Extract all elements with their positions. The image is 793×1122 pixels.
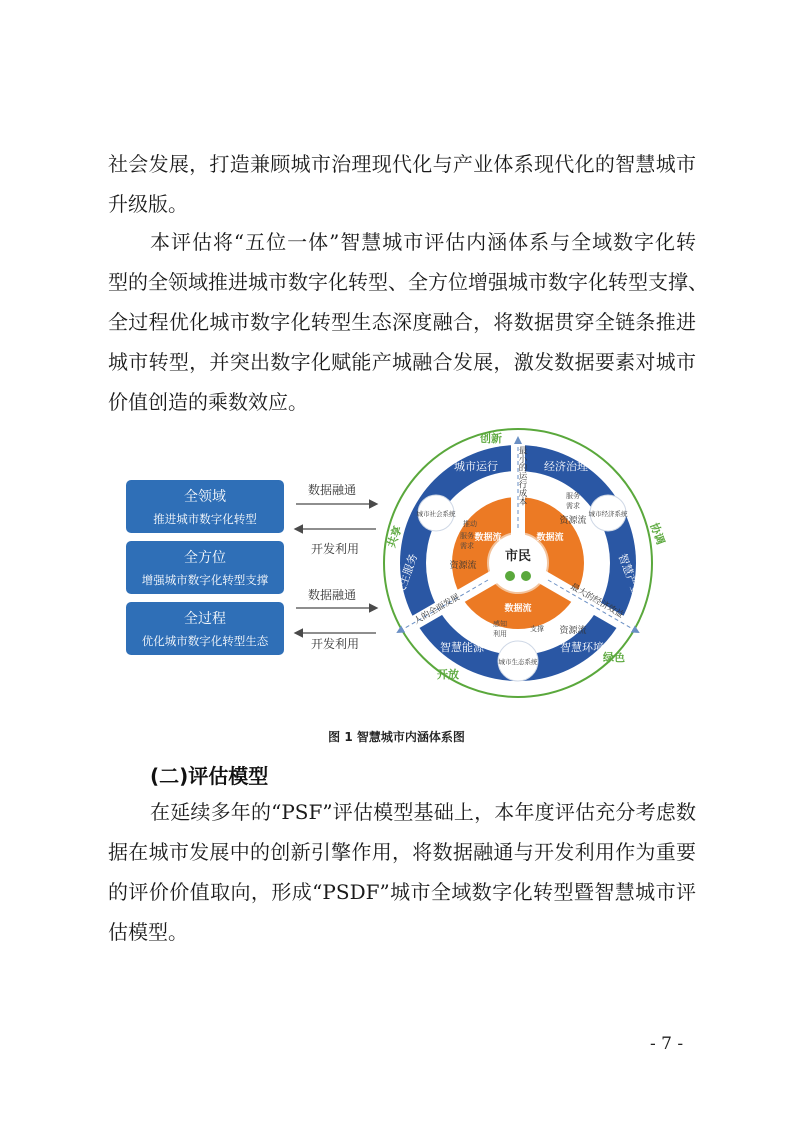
- text-line: 城市转型，并突出数字化赋能产城融合发展，激发数据要素对城市: [108, 350, 696, 374]
- outer-label-open: 开放: [437, 668, 459, 681]
- paragraph-2: [108, 222, 708, 422]
- resource-flow-label: 资源流: [559, 626, 587, 636]
- smart-city-diagram: [118, 428, 678, 703]
- small-label: 支撑: [530, 625, 544, 633]
- arrow-label: 数据融通: [308, 588, 357, 602]
- box-subtitle: 增强城市数字化转型支撑: [141, 573, 269, 587]
- small-label: 利用: [493, 630, 507, 638]
- box-title: 全领域: [184, 489, 226, 505]
- diagram-labels: [118, 428, 678, 703]
- box-subtitle: 推进城市数字化转型: [153, 512, 257, 526]
- data-flow-label: 数据流: [504, 604, 532, 614]
- ring-label: 民生服务: [393, 551, 421, 598]
- text-line: 本评估将“五位一体”智慧城市评估内涵体系与全域数字化转: [150, 230, 696, 254]
- text-line: 社会发展，打造兼顾城市治理现代化与产业体系现代化的智慧城市: [108, 152, 696, 176]
- outer-label-share: 共享: [384, 524, 405, 550]
- small-label: 推动: [463, 520, 477, 528]
- resource-flow-label: 资源流: [449, 561, 477, 571]
- section-heading: (二)评估模型: [150, 764, 269, 788]
- box-title: 全过程: [184, 611, 226, 627]
- text-line: 估模型。: [108, 920, 188, 944]
- system-label: 城市生态系统: [498, 658, 538, 666]
- text-line: 全过程优化城市数字化转型生态深度融合，将数据贯穿全链条推进: [108, 310, 696, 334]
- spoke-label: 最大的经济效益: [568, 581, 626, 621]
- small-label: 需求: [566, 502, 580, 510]
- arrow-label: 数据融通: [308, 483, 357, 497]
- figure-caption: 图 1 智慧城市内涵体系图: [328, 730, 465, 744]
- paragraph-3: [108, 792, 696, 952]
- box-title: 全方位: [184, 550, 226, 566]
- small-label: 服务: [460, 532, 474, 540]
- small-label: 感知: [493, 620, 507, 628]
- text-line: 据在城市发展中的创新引擎作用，将数据融通与开发利用作为重要: [108, 840, 696, 864]
- ring-label: 智慧能源: [440, 641, 484, 654]
- arrow-label: 开发利用: [311, 637, 360, 651]
- text-line: 型的全领域推进城市数字化转型、全方位增强城市数字化转型支撑、: [108, 270, 708, 294]
- ring-label: 智慧产业: [615, 551, 643, 598]
- outer-label-innovation: 创新: [480, 432, 502, 445]
- center-label: 市民: [504, 549, 532, 564]
- resource-flow-label: 资源流: [559, 516, 587, 526]
- ring-label: 智慧环境: [560, 641, 604, 654]
- spoke-label: 最小的运行成本: [517, 446, 527, 506]
- system-label: 城市社会系统: [416, 510, 456, 518]
- text-line: 价值创造的乘数效应。: [108, 390, 308, 414]
- outer-label-coordination: 协调: [647, 521, 668, 547]
- box-subtitle: 优化城市数字化转型生态: [141, 634, 269, 648]
- paragraph-1: [108, 144, 696, 224]
- spoke-label: 人的全面发展: [412, 592, 462, 627]
- small-label: 服务: [566, 492, 580, 500]
- arrow-label: 开发利用: [311, 542, 360, 556]
- text-line: 升级版。: [108, 192, 188, 216]
- text-line: 在延续多年的“PSF”评估模型基础上，本年度评估充分考虑数: [150, 800, 696, 824]
- system-label: 城市经济系统: [588, 510, 628, 518]
- ring-label: 经济治理: [544, 460, 588, 473]
- data-flow-label: 数据流: [536, 533, 564, 543]
- page-number: - 7 -: [650, 1034, 684, 1054]
- ring-label: 城市运行: [454, 460, 498, 473]
- text-line: 的评价价值取向，形成“PSDF”城市全域数字化转型暨智慧城市评: [108, 880, 696, 904]
- outer-label-green: 绿色: [603, 651, 625, 664]
- data-flow-label: 数据流: [474, 533, 502, 543]
- small-label: 需求: [460, 542, 474, 550]
